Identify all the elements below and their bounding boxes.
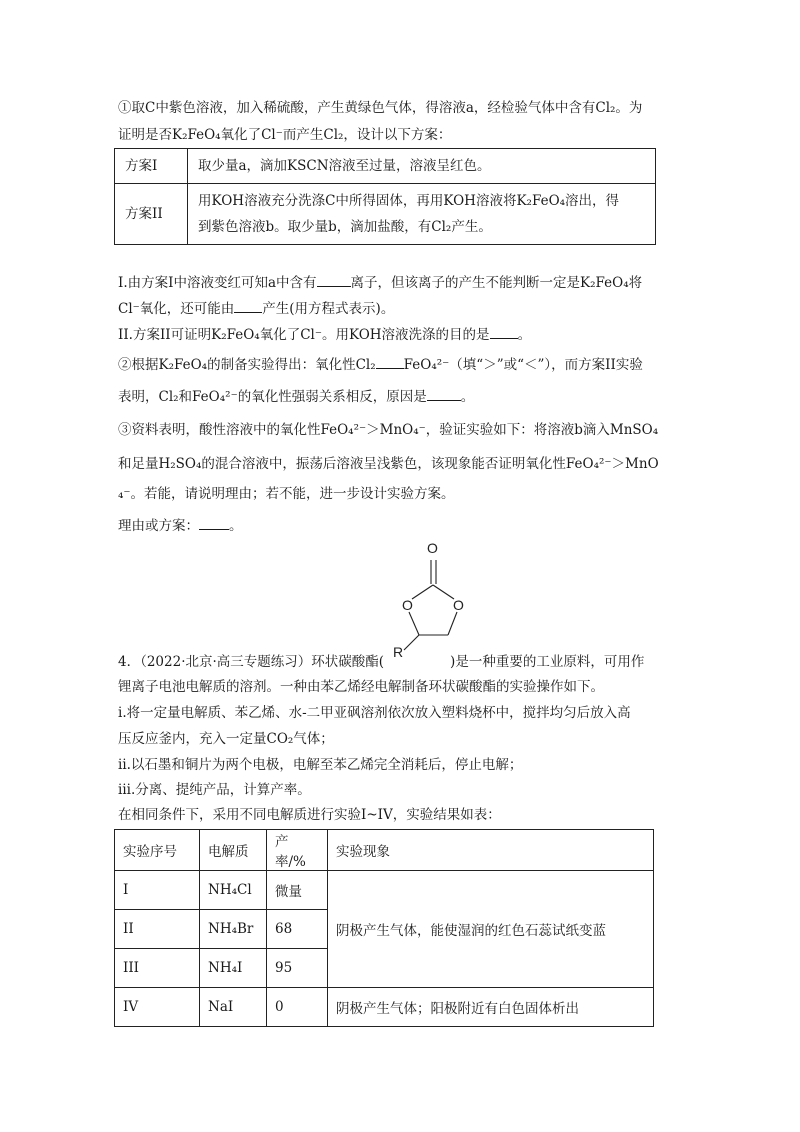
step-1-line-1: ⅰ.将一定量电解质、苯乙烯、水-二甲亚砜溶剂依次放入塑料烧杯中，搅拌均匀后放入高 [118,705,631,721]
text-segment: 表明，Cl₂和FeO₄²⁻的氧化性强弱关系相反，原因是 [118,389,427,405]
plan-name: 方案II [115,184,188,245]
answer-blank[interactable] [490,324,518,339]
row-electrolyte: NH₄I [200,949,267,988]
row-electrolyte: NaI [200,988,267,1027]
plan-table [114,148,656,245]
column-header: 产率/% [267,830,328,871]
table-intro-line: 在相同条件下，采用不同电解质进行实验I~IV，实验结果如表： [118,807,501,823]
question-4-line-4 [118,515,243,536]
text-segment: 。 [229,518,243,534]
row-electrolyte: NH₄Br [200,910,267,949]
question-intro-line: 锂离子电池电解质的溶剂。一种由苯乙烯经电解制备环状碳酸酯的实验操作如下。 [118,679,604,695]
step-2-line: ⅱ.以石墨和铜片为两个电极，电解至苯乙烯完全消耗后，停止电解； [118,757,523,773]
row-phenomenon: 阴极产生气体；阳极附近有白色固体析出 [328,988,654,1027]
text-segment: 产生(用方程式表示)。 [262,301,395,317]
column-header: 实验序号 [115,830,200,871]
row-yield: 68 [267,910,328,949]
cyclic-carbonate-structure [380,535,490,657]
plan-content [188,149,656,184]
question-1-line-1 [118,272,642,293]
text-segment: Cl⁻氧化，还可能由 [118,301,235,317]
text-segment: )是一种重要的工业原料，可用作 [450,654,645,670]
plan-name: 方案I [115,149,188,184]
question-3-line-2 [118,386,474,407]
question-2-line [118,324,531,345]
row-phenomenon-merged: 阴极产生气体，能使湿润的红色石蕊试纸变蓝 [328,871,654,988]
plan-content-line: 到紫色溶液b。取少量b，滴加盐酸，有Cl₂产生。 [198,219,492,235]
answer-blank[interactable] [427,386,461,401]
question-1-line-2 [118,298,394,319]
step-1-line-2: 压反应釜内，充入一定量CO₂气体； [118,731,334,747]
row-yield: 95 [267,949,328,988]
row-id: II [115,910,200,949]
row-id: III [115,949,200,988]
table-row [115,149,656,184]
text-segment: 理由或方案： [118,518,199,534]
text-segment: II.方案II可证明K₂FeO₄氧化了Cl⁻。用KOH溶液洗涤的目的是 [118,327,490,343]
text-segment: 。 [460,389,475,405]
answer-blank[interactable] [199,515,229,530]
ring-oxygen-label: O [453,597,464,613]
question-number-line [118,652,644,672]
text-segment: 。 [517,327,532,343]
column-header: 实验现象 [328,830,654,871]
question-4-line-2: 和足量H₂SO₄的混合溶液中，振荡后溶液呈浅紫色，该现象能否证明氧化性FeO₄²⁻＞MnO [118,456,659,472]
text-segment: FeO₄²⁻（填“＞”或“＜”），而方案II实验 [403,357,643,373]
question-3-line-1 [118,354,643,375]
table-row [115,988,654,1027]
table-row [115,184,656,245]
row-electrolyte: NH₄Cl [200,871,267,910]
plan-content [188,184,656,245]
table-row [115,871,654,910]
row-yield: 0 [267,988,328,1027]
ring-oxygen-label: O [402,597,413,613]
step-3-line: ⅲ.分离、提纯产品，计算产率。 [118,782,311,798]
row-id: I [115,871,200,910]
intro-line-2: 证明是否K₂FeO₄氧化了Cl⁻而产生Cl₂，设计以下方案： [118,127,452,143]
row-id: IV [115,988,200,1027]
answer-blank[interactable] [234,298,262,313]
substituent-label: R [393,644,404,657]
results-table [114,829,654,1027]
answer-blank[interactable] [376,354,404,369]
question-4-line-3: ₄⁻。若能，请说明理由；若不能，进一步设计实验方案。 [118,486,455,502]
column-header: 电解质 [200,830,267,871]
text-segment: 离子，但该离子的产生不能判断一定是K₂FeO₄将 [350,275,643,291]
plan-content-line: 取少量a，滴加KSCN溶液至过量，溶液呈红色。 [198,158,491,174]
table-header-row [115,830,654,871]
question-4-line-1: ③资料表明，酸性溶液中的氧化性FeO₄²⁻＞MnO₄⁻，验证实验如下：将溶液b滴入MnSO₄ [118,422,659,438]
text-segment: ②根据K₂FeO₄的制备实验得出：氧化性Cl₂ [118,357,376,373]
carbonyl-oxygen-label: O [427,540,438,556]
text-segment: 4．（2022·北京·高三专题练习）环状碳酸酯( [118,654,385,670]
intro-line-1: ①取C中紫色溶液，加入稀硫酸，产生黄绿色气体，得溶液a，经检验气体中含有Cl₂。为 [118,100,643,116]
plan-content-line: 用KOH溶液充分洗涤C中所得固体，再用KOH溶液将K₂FeO₄溶出，得 [198,193,620,209]
text-segment: I.由方案I中溶液变红可知a中含有 [118,275,317,291]
row-yield: 微量 [267,871,328,910]
answer-blank[interactable] [317,272,351,287]
